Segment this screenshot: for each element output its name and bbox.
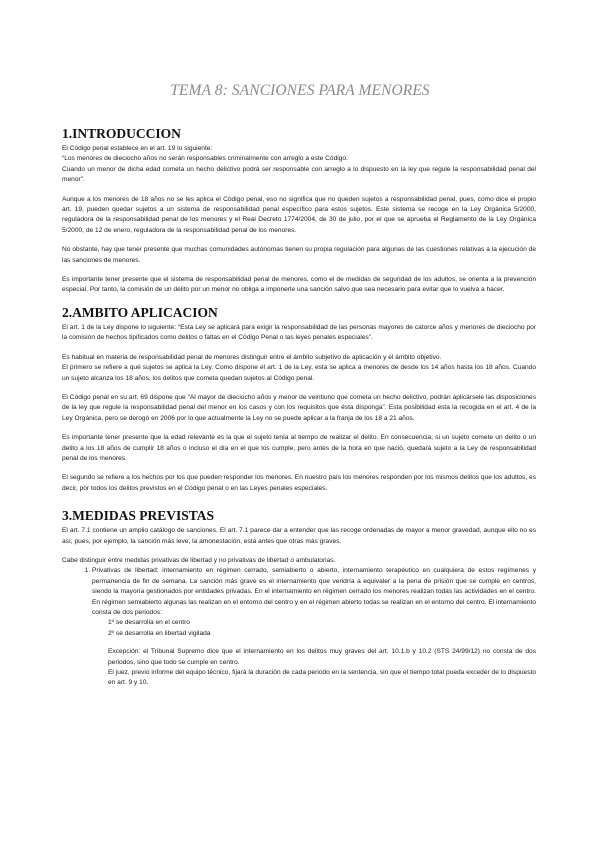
paragraph: El Código penal en su art. 69 dispone que “Al mayor de dieciocho años y menor de veintiuno que cometa un hecho delictivo, podrán aplicársele las disposiciones de la ley que regule la responsabilidad penal del menor en los casos y con los requisitos que ésta disponga”. Esta posibilidad esta la recogida en el art. 4 de la Ley Orgánica, pero se derogó en 2006 por lo que actualmente la Ley no se puede aplicar a la franja de los 18 a 21 años. — [62, 393, 536, 422]
sub-item: 1º se desarrolla en el centro — [108, 619, 190, 627]
paragraph: El primero se refiere a qué sujetos se aplica la Ley. Como dispone el art. 1 de la Ley, esta se aplica a menores de desde los 14 años hasta los 18 años. Cuando un sujeto alcanza los 18 años, los delitos que cometa quedan sujetos al Código penal. — [62, 364, 536, 382]
section-ambito-aplicacion — [62, 305, 536, 494]
quote-paragraph: Cuando un menor de dicha edad cometa un hecho delictivo podrá ser responsable con arreglo a lo dispuesto en la ley que regule la responsabilidad penal del menor”. — [62, 165, 536, 184]
document-title: TEMA 8: SANCIONES PARA MENORES — [170, 82, 430, 99]
quote-paragraph: “Los menores de dieciocho años no serán responsables criminalmente con arreglo a este Código. — [62, 155, 348, 163]
note-paragraph: Excepción: el Tribunal Supremo dice que el internamiento en los delitos muy graves del art. 10.1.b y 10.2 (STS 24/99/12) no consta de dos periodos, sino que todo se cumple en centro. — [108, 648, 536, 666]
paragraph: El segundo se refiere a los hechos por los que pueden responder los menores. En nuestro país los menores responden por los mismos delitos que los adultos, es decir, por todos los delitos previstos en el Código penal o en las Leyes penales especiales. — [62, 474, 536, 492]
section-heading: 3.MEDIDAS PREVISTAS — [62, 508, 215, 524]
list-item-text: Privativas de libertad: internamiento en régimen cerrado, semiabierto o abierto, internamiento terapéutico en cualquiera de estos regímenes y permanencia de fin de semana. La sanción más grave es el internamiento que vendría a equivaler a la pena de prisión que se cumple en centros, siendo la mayoría gestionados por entidades privadas. En el internamiento en régimen cerrado los menores realizan todas las actividades en el centro. En régimen semiabierto algunas las realizan en el entorno del centro y en el régimen abierto todas se realizan en el entorno del centro. El internamiento consta de dos periodos: — [92, 567, 536, 616]
list-item — [92, 566, 536, 618]
paragraph: Cabe distinguir entre medidas privativas de libertad y no privativas de libertad o ambulatorias. — [62, 556, 336, 564]
paragraph: No obstante, hay que tener presente que muchas comunidades autónomas tienen su propia regulación para algunas de las cuestiones relativas a la ejecución de las sanciones de menores. — [62, 246, 536, 264]
sub-item: 2º se desarrolla en libertad vigilada — [108, 629, 211, 637]
document-body — [62, 126, 536, 689]
paragraph: Aunque a los menores de 18 años no se les aplica el Código penal, eso no significa que no queden sujetos a responsabilidad penal, pues, como dice el propio art. 19, pueden quedar sujetos a un sistema de responsabilidad penal específico para estos sujetos. Este sistema se recoge en la Ley Orgánica 5/2000, reguladora de la responsabilidad penal de los menores y el Real Decreto 1774/2004, de 30 de julio, por el que se aprueba el Reglamento de la Ley Orgánica 5/2000, de 12 de enero, reguladora de la responsabilidad penal de los menores. — [62, 195, 536, 234]
paragraph: El Código penal establece en el art. 19 lo siguiente: — [62, 145, 213, 152]
paragraph: Es importante tener presente que la edad relevante es la que el sujeto tenía al tiempo de realizar el delito. En consecuencia, si un sujeto comete un delito o un delito a los 18 años de cumplir 18 años o incluso el día en el que los cumple, pero antes de la hora en que nació, quedará sujeto a la Ley de responsabilidad penal de los menores. — [62, 434, 536, 462]
paragraph: Es importante tener presente que el sistema de responsabilidad penal de menores, como el de medidas de seguridad de los adultos, se orienta a la prevención especial. Por tanto, la comisión de un delito por un menor no obliga a imponerle una sanción salvo que sea necesario para evitar que lo vuelva a hacer. — [62, 276, 536, 294]
section-medidas-previstas — [62, 508, 536, 689]
section-introduccion — [62, 126, 536, 296]
paragraph: Es habitual en materia de responsabilidad penal de menores distinguir entre el ámbito subjetivo de aplicación y el ámbito objetivo. — [62, 353, 442, 361]
measures-list — [62, 566, 536, 618]
section-heading: 1.INTRODUCCION — [62, 126, 181, 141]
paragraph: El art. 1 de la Ley dispone lo siguiente: “Esta Ley se aplicará para exigir la responsabilidad de las personas mayores de catorce años y menores de dieciocho por la comisión de hechos tipificados como delitos o faltas en el Código Penal o las leyes penales especiales”. — [62, 323, 536, 342]
paragraph: El art. 7.1 contiene un amplio catálogo de sanciones. El art. 7.1 parece dar a entender que las recoge ordenadas de mayor a menor gravedad, aunque ello no es así, pues, por ejemplo, la sanción más leve, la amonestación, está antes que otras más graves. — [62, 527, 536, 545]
section-heading: 2.AMBITO APLICACION — [62, 304, 218, 320]
note-paragraph: El juez, previo informe del equipo técnico, fijará la duración de cada periodo en la sentencia, sin que el tiempo total pueda exceder de lo dispuesto en art. 9 y 10. — [108, 669, 536, 687]
